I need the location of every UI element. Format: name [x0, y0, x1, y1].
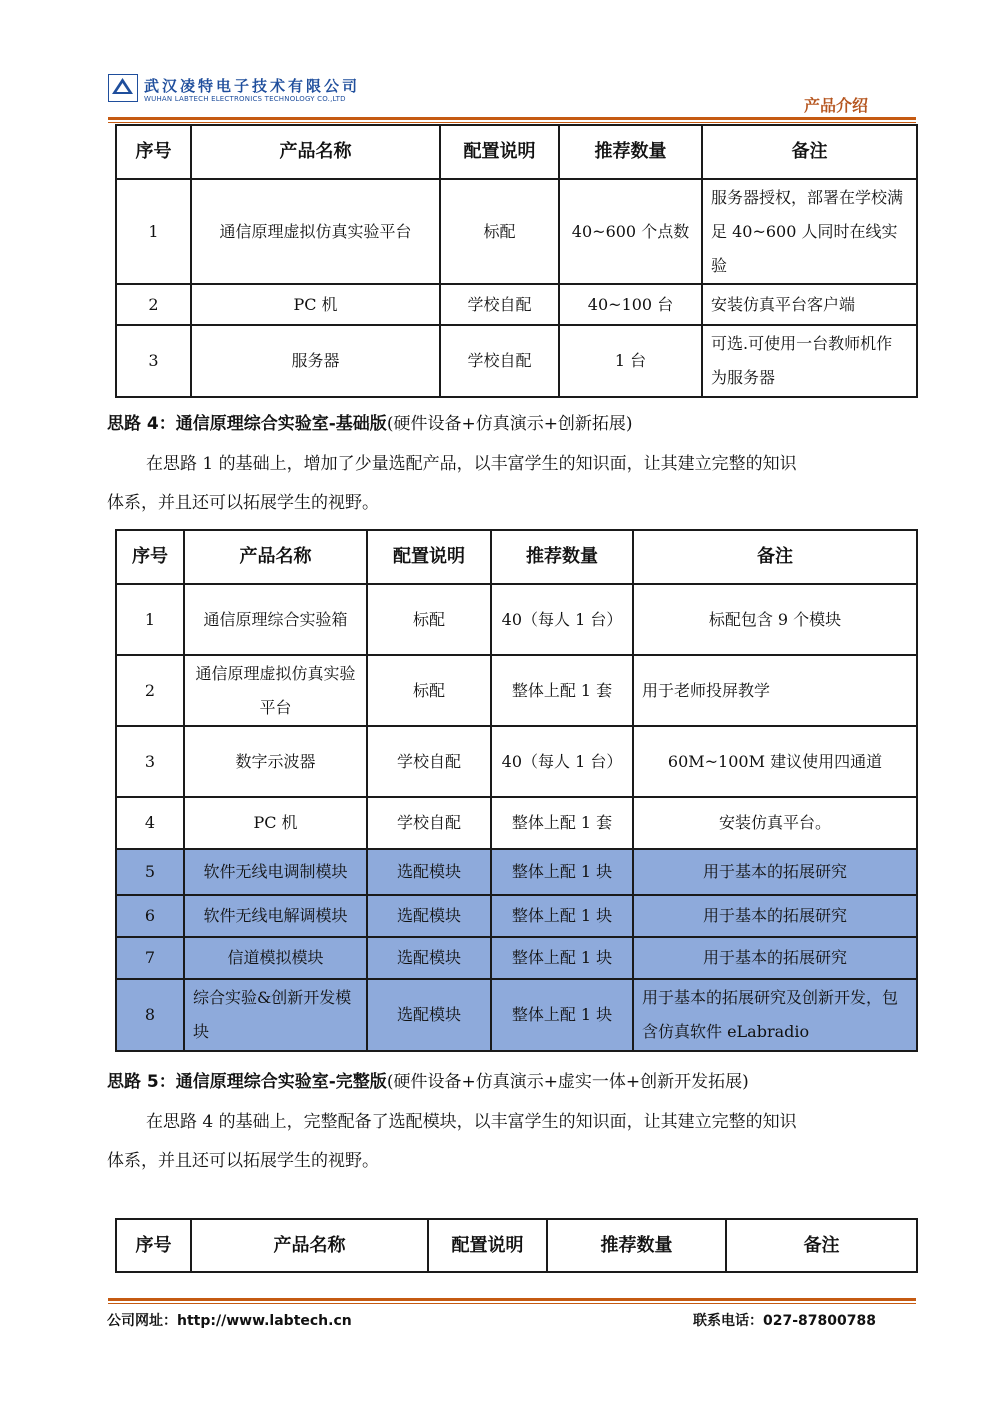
header-index: 序号: [116, 1219, 191, 1272]
table-row-optional: [116, 937, 917, 979]
cell-product: 信道模拟模块: [184, 937, 367, 979]
cell-index: 4: [116, 797, 184, 849]
cell-config: 选配模块: [367, 979, 491, 1051]
cell-product: 通信原理虚拟仿真实验平台: [184, 655, 367, 726]
idea5-heading: [107, 1067, 749, 1097]
cell-index: 3: [116, 325, 191, 397]
cell-remarks: 可选.可使用一台教师机作为服务器: [702, 325, 917, 397]
cell-product: 综合实验&创新开发模块: [184, 979, 367, 1051]
config-table-3: [115, 1218, 918, 1273]
header-config: 配置说明: [367, 530, 491, 584]
cell-index: 2: [116, 655, 184, 726]
company-logo: [108, 74, 138, 102]
header-remarks: 备注: [726, 1219, 917, 1272]
cell-remarks: 用于基本的拓展研究: [633, 895, 917, 937]
cell-remarks: 服务器授权，部署在学校满足 40~600 人同时在线实验: [702, 179, 917, 284]
cell-remarks: 安装仿真平台客户端: [702, 284, 917, 325]
header-remarks: 备注: [702, 125, 917, 179]
cell-index: 8: [116, 979, 184, 1051]
cell-quantity: 整体上配 1 块: [491, 895, 633, 937]
cell-product: PC 机: [191, 284, 440, 325]
header-index: 序号: [116, 530, 184, 584]
idea4-heading: [107, 409, 633, 439]
cell-remarks: 用于基本的拓展研究: [633, 937, 917, 979]
table-row: [116, 284, 917, 325]
cell-quantity: 整体上配 1 块: [491, 937, 633, 979]
idea4-title: 思路 4：通信原理综合实验室-基础版: [107, 414, 387, 434]
cell-config: 标配: [440, 179, 559, 284]
cell-quantity: 整体上配 1 套: [491, 797, 633, 849]
table-row: [116, 179, 917, 284]
cell-index: 1: [116, 179, 191, 284]
table-header-row: [116, 530, 917, 584]
cell-config: 标配: [367, 584, 491, 655]
footer-phone: 联系电话：027-87800788: [693, 1313, 876, 1329]
cell-index: 2: [116, 284, 191, 325]
section-title: 产品介绍: [804, 96, 869, 115]
cell-config: 学校自配: [367, 726, 491, 797]
cell-product: 通信原理综合实验箱: [184, 584, 367, 655]
header-quantity: 推荐数量: [491, 530, 633, 584]
cell-config: 学校自配: [367, 797, 491, 849]
cell-product: PC 机: [184, 797, 367, 849]
table-row: [116, 797, 917, 849]
header-index: 序号: [116, 125, 191, 179]
idea5-paragraph-line1: 在思路 4 的基础上，完整配备了选配模块，以丰富学生的知识面，让其建立完整的知识: [146, 1112, 797, 1132]
header-quantity: 推荐数量: [547, 1219, 726, 1272]
company-name-cn: 武汉凌特电子技术有限公司: [144, 77, 361, 95]
cell-remarks: 用于老师投屏教学: [633, 655, 917, 726]
table-row-optional: [116, 895, 917, 937]
cell-quantity: 整体上配 1 块: [491, 849, 633, 895]
cell-config: 选配模块: [367, 849, 491, 895]
table-row: [116, 726, 917, 797]
header-quantity: 推荐数量: [559, 125, 702, 179]
header-product-name: 产品名称: [191, 1219, 428, 1272]
cell-index: 1: [116, 584, 184, 655]
cell-remarks: 安装仿真平台。: [633, 797, 917, 849]
cell-remarks: 标配包含 9 个模块: [633, 584, 917, 655]
cell-product: 软件无线电调制模块: [184, 849, 367, 895]
header-config: 配置说明: [428, 1219, 547, 1272]
table-header-row: [116, 125, 917, 179]
footer-rule-thin: [108, 1303, 916, 1304]
cell-quantity: 整体上配 1 套: [491, 655, 633, 726]
config-table-1: [115, 124, 918, 398]
cell-remarks: 用于基本的拓展研究: [633, 849, 917, 895]
cell-product: 通信原理虚拟仿真实验平台: [191, 179, 440, 284]
idea4-paragraph-line2: 体系，并且还可以拓展学生的视野。: [107, 493, 379, 513]
cell-quantity: 1 台: [559, 325, 702, 397]
footer-rule-thick: [108, 1298, 916, 1301]
cell-config: 学校自配: [440, 284, 559, 325]
header-config: 配置说明: [440, 125, 559, 179]
cell-index: 7: [116, 937, 184, 979]
table-row: [116, 655, 917, 726]
config-table-2: [115, 529, 918, 1052]
header-product-name: 产品名称: [191, 125, 440, 179]
cell-remarks: 60M~100M 建议使用四通道: [633, 726, 917, 797]
cell-product: 软件无线电解调模块: [184, 895, 367, 937]
cell-quantity: 整体上配 1 块: [491, 979, 633, 1051]
cell-quantity: 40~600 个点数: [559, 179, 702, 284]
table-header-row: [116, 1219, 917, 1272]
cell-quantity: 40~100 台: [559, 284, 702, 325]
company-name-en: WUHAN LABTECH ELECTRONICS TECHNOLOGY CO.,LTD: [144, 95, 346, 103]
cell-index: 5: [116, 849, 184, 895]
table-row: [116, 325, 917, 397]
idea5-title: 思路 5：通信原理综合实验室-完整版: [107, 1072, 387, 1092]
cell-index: 3: [116, 726, 184, 797]
idea5-paragraph-line2: 体系，并且还可以拓展学生的视野。: [107, 1151, 379, 1171]
cell-index: 6: [116, 895, 184, 937]
idea5-subtitle: (硬件设备+仿真演示+虚实一体+创新开发拓展): [386, 1072, 749, 1092]
cell-quantity: 40（每人 1 台）: [491, 584, 633, 655]
table-row-optional: [116, 979, 917, 1051]
table-row: [116, 584, 917, 655]
header-rule-thick: [108, 117, 916, 120]
cell-product: 服务器: [191, 325, 440, 397]
idea4-subtitle: (硬件设备+仿真演示+创新拓展): [386, 414, 633, 434]
table-row-optional: [116, 849, 917, 895]
cell-config: 学校自配: [440, 325, 559, 397]
header-remarks: 备注: [633, 530, 917, 584]
cell-remarks: 用于基本的拓展研究及创新开发，包含仿真软件 eLabradio: [633, 979, 917, 1051]
cell-config: 选配模块: [367, 895, 491, 937]
cell-config: 标配: [367, 655, 491, 726]
cell-config: 选配模块: [367, 937, 491, 979]
footer-website: 公司网址：http://www.labtech.cn: [107, 1313, 352, 1329]
header-rule-thin: [108, 122, 916, 123]
cell-quantity: 40（每人 1 台）: [491, 726, 633, 797]
cell-product: 数字示波器: [184, 726, 367, 797]
header-product-name: 产品名称: [184, 530, 367, 584]
idea4-paragraph-line1: 在思路 1 的基础上，增加了少量选配产品，以丰富学生的知识面，让其建立完整的知识: [146, 454, 797, 474]
